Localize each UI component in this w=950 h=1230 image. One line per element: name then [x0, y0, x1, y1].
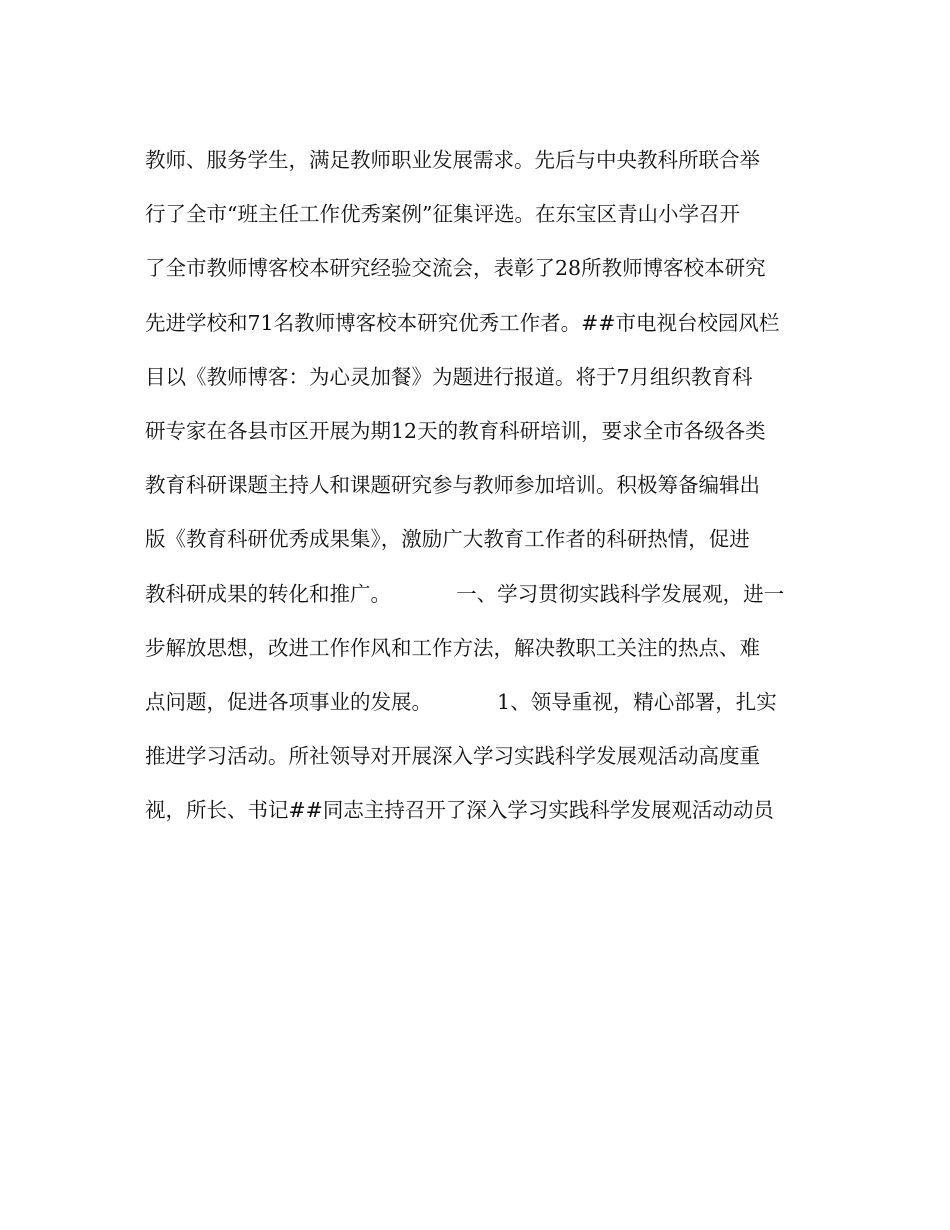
- text-line: 版《教育科研优秀成果集》，激励广大教育工作者的科研热情，促进: [145, 527, 750, 552]
- text-line: 教育科研课题主持人和课题研究参与教师参加培训。积极筹备编辑出: [145, 473, 760, 498]
- text-line: 视，所长、书记##同志主持召开了深入学习实践科学发展观活动动员: [145, 798, 774, 823]
- text-line: 教科研成果的转化和推广。 一、学习贯彻实践科学发展观，进一: [145, 581, 785, 606]
- text-line: 了全市教师博客校本研究经验交流会，表彰了28所教师博客校本研究: [145, 256, 766, 281]
- text-line: 步解放思想，改进工作作风和工作方法，解决教职工关注的热点、难: [145, 635, 760, 660]
- text-line: 目以《教师博客：为心灵加餐》为题进行报道。将于7月组织教育科: [145, 364, 753, 389]
- text-line: 先进学校和71名教师博客校本研究优秀工作者。##市电视台校园风栏: [145, 310, 780, 335]
- text-line: 推进学习活动。所社领导对开展深入学习实践科学发展观活动高度重: [145, 744, 760, 769]
- text-line: 研专家在各县市区开展为期12天的教育科研培训，要求全市各级各类: [145, 418, 766, 443]
- text-line: 行了全市“班主任工作优秀案例”征集评选。在东宝区青山小学召开: [145, 202, 740, 227]
- body-text: [145, 138, 815, 842]
- text-line: 教师、服务学生，满足教师职业发展需求。先后与中央教科所联合举: [145, 148, 760, 172]
- text-line: 点问题，促进各项事业的发展。 1、领导重视，精心部署，扎实: [145, 689, 777, 714]
